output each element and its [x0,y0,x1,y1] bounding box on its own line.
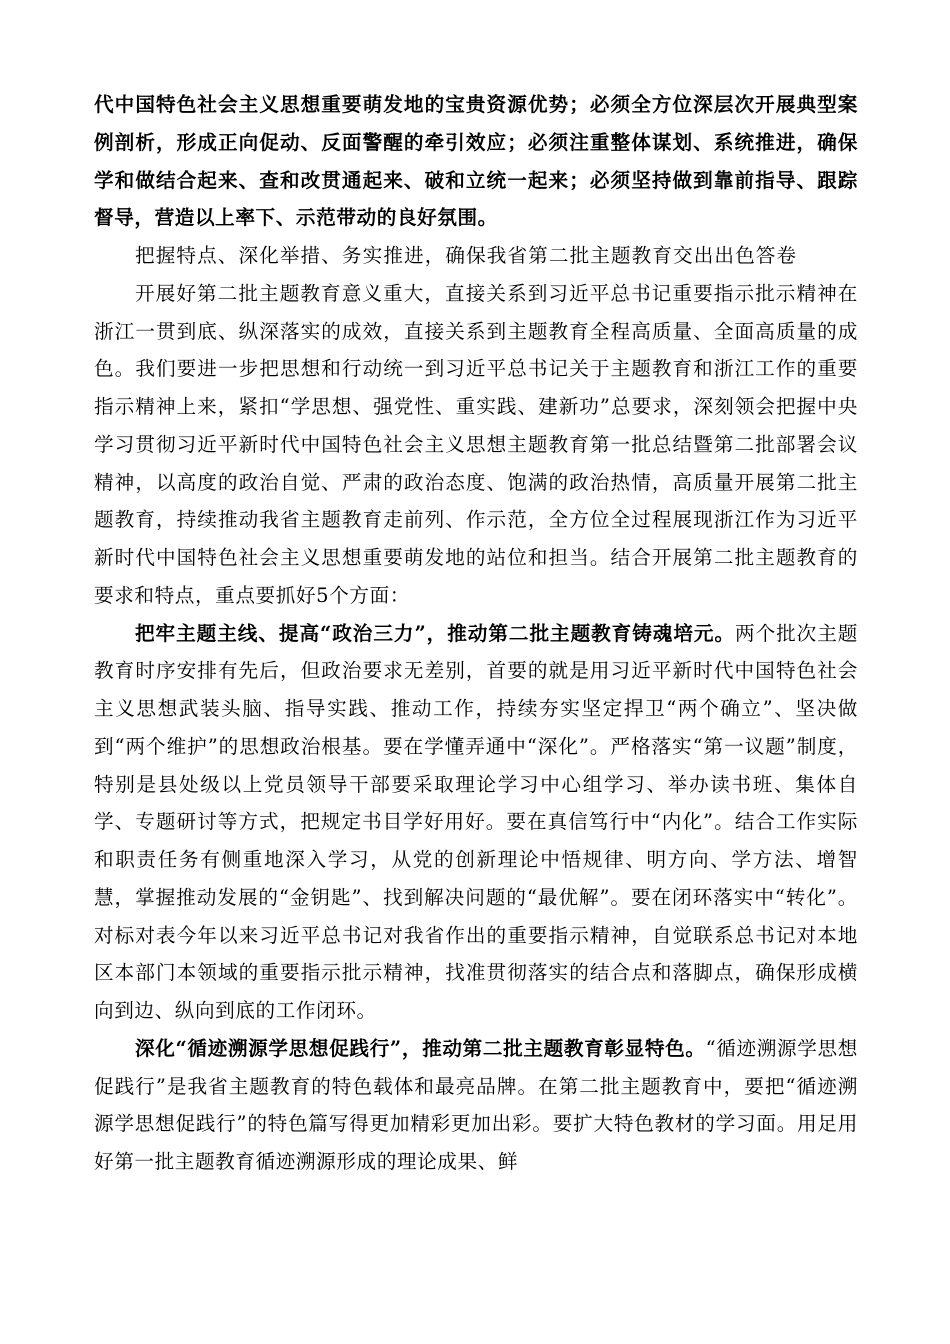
paragraph-text: “循迹溯源学思想促践行”是我省主题教育的特色载体和最亮品牌。在第二批主题教育中，要把“循迹溯源学思想促践行”的特色篇写得更加精彩更加出彩。要扩大特色教材的学习面。用足用好第一批主题教育循迹溯源形成的理论成果、鲜 [94,1036,858,1173]
heading-text: 把握特点、深化举措、务实推进，确保我省第二批主题教育交出出色答卷 [135,244,798,267]
document-page [94,86,858,1181]
paragraph-lead: 把牢主题主线、提高“政治三力”，推动第二批主题教育铸魂培元。 [135,621,736,645]
paragraph-text: 代中国特色社会主义思想重要萌发地的宝贵资源优势；必须全方位深层次开展典型案例剖析，形成正向促动、反面警醒的牵引效应；必须注重整体谋划、系统推进，确保学和做结合起来、查和改贯通起来、破和立统一起来；必须坚持做到靠前指导、跟踪督导，营造以上率下、示范带动的良好氛围。 [94,93,858,230]
paragraph-text: 两个批次主题教育时序安排有先后，但政治要求无差别，首要的就是用习近平新时代中国特色社会主义思想武装头脑、指导实践、推动工作，持续夯实坚定捍卫“两个确立”、坚决做到“两个维护”的思想政治根基。要在学懂弄通中“深化”。严格落实“第一议题”制度，特别是县处级以上党员领导干部要采取理论学习中心组学习、举办读书班、集体自学、专题研讨等方式，把规定书目学好用好。要在真信笃行中“内化”。结合工作实际和职责任务有侧重地深入学习，从党的创新理论中悟规律、明方向、学方法、增智慧，掌握推动发展的“金钥匙”、找到解决问题的“最优解”。要在闭环落实中“转化”。对标对表今年以来习近平总书记对我省作出的重要指示精神，自觉联系总书记对本地区本部门本领域的重要指示批示精神，找准贯彻落实的结合点和落脚点，确保形成横向到边、纵向到底的工作闭环。 [94,621,858,1022]
paragraph-point-2 [94,1030,858,1181]
paragraph-summary [94,86,858,237]
paragraph-text: 开展好第二批主题教育意义重大，直接关系到习近平总书记重要指示批示精神在浙江一贯到底、纵深落实的成效，直接关系到主题教育全程高质量、全面高质量的成色。我们要进一步把思想和行动统一到习近平总书记关于主题教育和浙江工作的重要指示精神上来，紧扣“学思想、强党性、重实践、建新功”总要求，深刻领会把握中央学习贯彻习近平新时代中国特色社会主义思想主题教育第一批总结暨第二批部署会议精神，以高度的政治自觉、严肃的政治态度、饱满的政治热情，高质量开展第二批主题教育，持续推动我省主题教育走前列、作示范，全方位全过程展现浙江作为习近平新时代中国特色社会主义思想重要萌发地的站位和担当。结合开展第二批主题教育的要求和特点，重点要抓好5个方面： [94,281,858,607]
paragraph-intro [94,275,858,615]
paragraph-point-1 [94,615,858,1030]
section-heading [94,237,858,275]
paragraph-lead: 深化“循迹溯源学思想促践行”，推动第二批主题教育彰显特色。 [135,1036,706,1060]
